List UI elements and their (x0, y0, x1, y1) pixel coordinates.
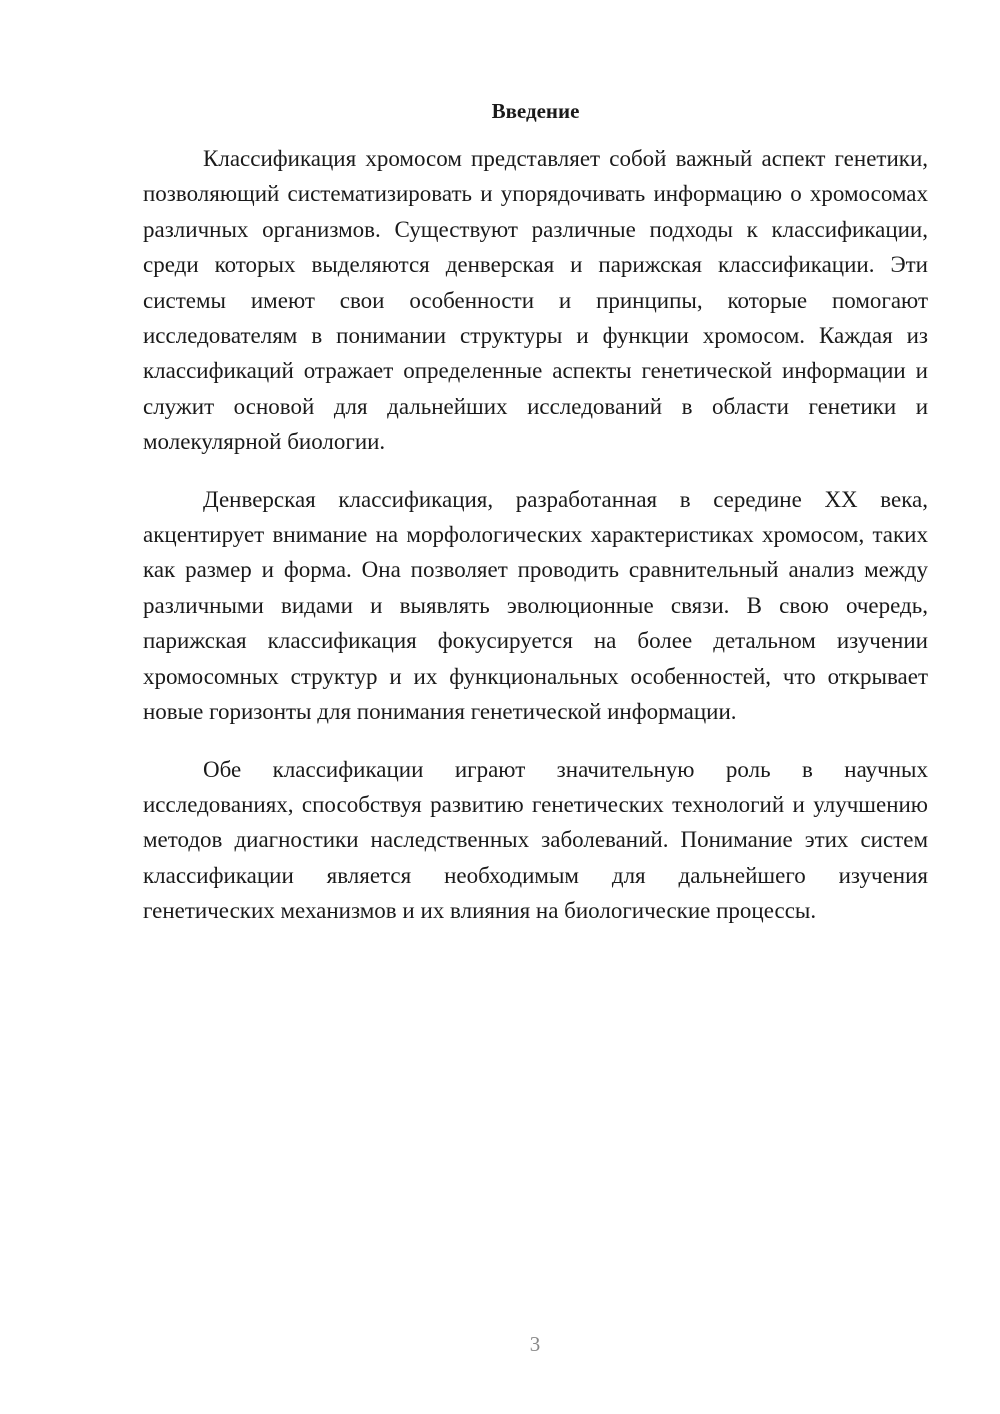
page-number: 3 (529, 1332, 541, 1356)
paragraph-conclusion: Обе классификации играют значительную роль в научных исследованиях, способствуя развитию генетических технологий и улучшению методов диагностики наследственных заболеваний. Понимание этих систем классификации является необходимым для дальнейшего изучения генетических механизмов и их влияния на биологические процессы. (143, 756, 928, 924)
paragraph-intro: Классификация хромосом представляет собой важный аспект генетики, позволяющий систематизировать и упорядочивать информацию о хромосомах различных организмов. Существуют различные подходы к классификации, среди которых выделяются денверская и парижская классификации. Эти системы имеют свои особенности и принципы, которые помогают исследователям в понимании структуры и функции хромосом. Каждая из классификаций отражает определенные аспекты генетической информации и служит основой для дальнейших исследований в области генетики и молекулярной биологии. (143, 146, 928, 455)
paragraph-denver: Денверская классификация, разработанная в середине XX века, акцентирует внимание на морфологических характеристиках хромосом, таких как размер и форма. Она позволяет проводить сравнительный анализ между различными видами и выявлять эволюционные связи. В свою очередь, парижская классификация фокусируется на более детальном изучении хромосомных структур и их функциональных особенностей, что открывает новые горизонты для понимания генетической информации. (143, 486, 928, 725)
body-text (143, 141, 928, 951)
section-heading: Введение (491, 99, 580, 123)
